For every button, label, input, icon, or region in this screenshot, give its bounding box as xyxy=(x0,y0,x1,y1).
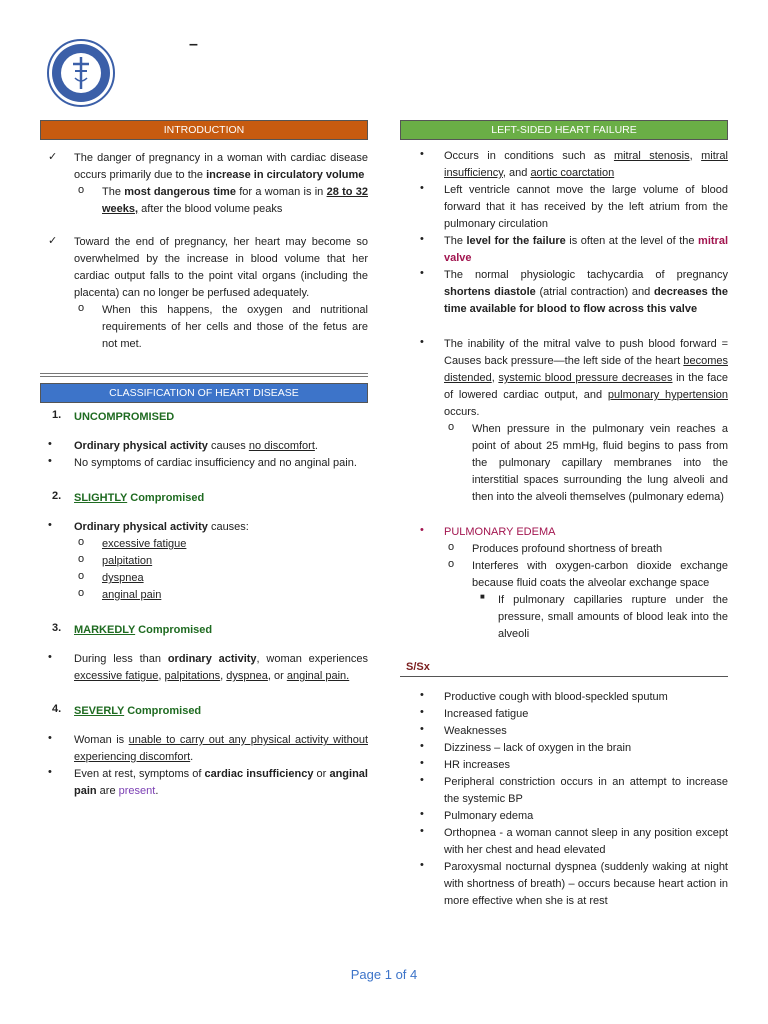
signs-symptoms-heading: S/Sx xyxy=(400,661,728,677)
lhf-subpoint: o When pressure in the pulmonary vein reaches a point of about 25 mmHg, fluid begins to pass from the pulmonary capillary membranes into the interstitial spaces surrounding the lung alveoli and then into the alveoli themselves (pulmonary edema) xyxy=(448,421,728,503)
class-1-bullet-1: • Ordinary physical activity causes no discomfort. xyxy=(48,438,318,452)
circle-bullet-icon: o xyxy=(78,184,85,196)
bullet-icon: • xyxy=(420,233,424,245)
sx-item: • Weaknesses xyxy=(420,723,507,737)
class-2-subitem: o anginal pain xyxy=(78,587,162,601)
page-number: Page 1 of 4 xyxy=(350,967,418,982)
sx-item: • Peripheral constriction occurs in an attempt to increase the systemic BP xyxy=(420,774,728,805)
circle-bullet-icon: o xyxy=(448,541,455,553)
bullet-icon: • xyxy=(48,651,52,663)
checkmark-icon: ✓ xyxy=(48,235,58,247)
class-2-subitem: o dyspnea xyxy=(78,570,144,584)
pe-subsubpoint: ■ If pulmonary capillaries rupture under the pressure, small amounts of blood leak into the alveoli xyxy=(480,592,728,640)
pulmonary-edema-heading: • PULMONARY EDEMA xyxy=(420,524,556,538)
bullet-icon: • xyxy=(48,766,52,778)
class-4-heading: 4. SEVERLY Compromised xyxy=(52,703,202,717)
class-1-bullet-2: • No symptoms of cardiac insufficiency and no anginal pain. xyxy=(48,455,357,469)
intro-subpoint-1: o The most dangerous time for a woman is in 28 to 32 weeks, after the blood volume peaks xyxy=(78,184,368,215)
bullet-icon: • xyxy=(48,732,52,744)
bullet-icon: • xyxy=(48,519,52,531)
class-4-bullet-2: • Even at rest, symptoms of cardiac insufficiency or anginal pain are present. xyxy=(48,766,368,797)
intro-subpoint-2: o When this happens, the oxygen and nutritional requirements of her cells and those of the fetus are not met. xyxy=(78,302,368,350)
pe-subpoint-2: o Interferes with oxygen-carbon dioxide exchange because fluid coats the alveolar exchange space xyxy=(448,558,728,589)
lhf-bullet-5: • The inability of the mitral valve to push blood forward = Causes back pressure—the left side of the heart becomes distended, systemic blood pressure decreases in the face of lowered cardiac output, and pulmonary hypertension occurs. xyxy=(420,336,729,418)
circle-bullet-icon: o xyxy=(448,558,455,570)
class-2-heading: 2. SLIGHTLY Compromised xyxy=(52,490,205,504)
circle-bullet-icon: o xyxy=(448,421,455,433)
bullet-icon: • xyxy=(48,455,52,467)
left-column xyxy=(40,120,368,800)
introduction-banner: INTRODUCTION xyxy=(40,120,368,140)
bullet-icon: • xyxy=(420,336,424,348)
class-3-bullet-1: • During less than ordinary activity, woman experiences excessive fatigue, palpitations, dyspnea, or anginal pain. xyxy=(48,651,368,682)
left-sided-heart-failure-banner: LEFT-SIDED HEART FAILURE xyxy=(400,120,728,140)
bullet-icon: • xyxy=(420,524,424,536)
class-3-heading: 3. MARKEDLY Compromised xyxy=(52,622,213,636)
class-1-heading: 1. UNCOMPROMISED xyxy=(52,409,175,423)
sx-item: • Paroxysmal nocturnal dyspnea (suddenly waking at night with shortness of breath) – occurs because heart action in more effective when she is at rest xyxy=(420,859,728,907)
bullet-icon: • xyxy=(420,267,424,279)
header-dash: – xyxy=(189,36,198,53)
right-column xyxy=(400,120,728,910)
lhf-bullet-1: • Occurs in conditions such as mitral stenosis, mitral insufficiency, and aortic coarctation xyxy=(420,148,728,179)
square-bullet-icon: ■ xyxy=(480,592,485,601)
circle-bullet-icon: o xyxy=(78,302,85,314)
sx-item: • Dizziness – lack of oxygen in the brain xyxy=(420,740,632,754)
lhf-bullet-3: • The level for the failure is often at the level of the mitral valve xyxy=(420,233,729,264)
checkmark-icon: ✓ xyxy=(48,151,58,163)
class-2-subitem: o excessive fatigue xyxy=(78,536,187,550)
class-2-subitem: o palpitation xyxy=(78,553,153,567)
school-seal-logo xyxy=(34,38,128,108)
intro-point-1: ✓ The danger of pregnancy in a woman with cardiac disease occurs primarily due to the increase in circulatory volume xyxy=(48,151,368,181)
sx-item: • Increased fatigue xyxy=(420,706,529,720)
lhf-bullet-2: • Left ventricle cannot move the large volume of blood forward that it has received by the left atrium from the pulmonary circulation xyxy=(420,182,728,230)
intro-point-2: ✓ Toward the end of pregnancy, her heart may become so overwhelmed by the increase in blood volume that her cardiac output falls to the point vital organs (including the placenta) can no longer be perfused adequately. xyxy=(48,235,368,299)
classification-banner: CLASSIFICATION OF HEART DISEASE xyxy=(40,383,368,403)
pe-subpoint-1: o Produces profound shortness of breath xyxy=(448,541,663,555)
lhf-bullet-4: • The normal physiologic tachycardia of pregnancy shortens diastole (atrial contraction) and decreases the time available for blood to flow across this valve xyxy=(420,267,728,315)
class-2-bullet-1: • Ordinary physical activity causes: xyxy=(48,519,249,533)
bullet-icon: • xyxy=(48,438,52,450)
sx-item: • Orthopnea - a woman cannot sleep in any position except with her chest and head elevated xyxy=(420,825,728,856)
bullet-icon: • xyxy=(420,182,424,194)
sx-item: • HR increases xyxy=(420,757,511,771)
sx-item: • Pulmonary edema xyxy=(420,808,534,822)
bullet-icon: • xyxy=(420,148,424,160)
sx-item: • Productive cough with blood-speckled sputum xyxy=(420,689,668,703)
class-4-bullet-1: • Woman is unable to carry out any physical activity without experiencing discomfort. xyxy=(48,732,368,763)
